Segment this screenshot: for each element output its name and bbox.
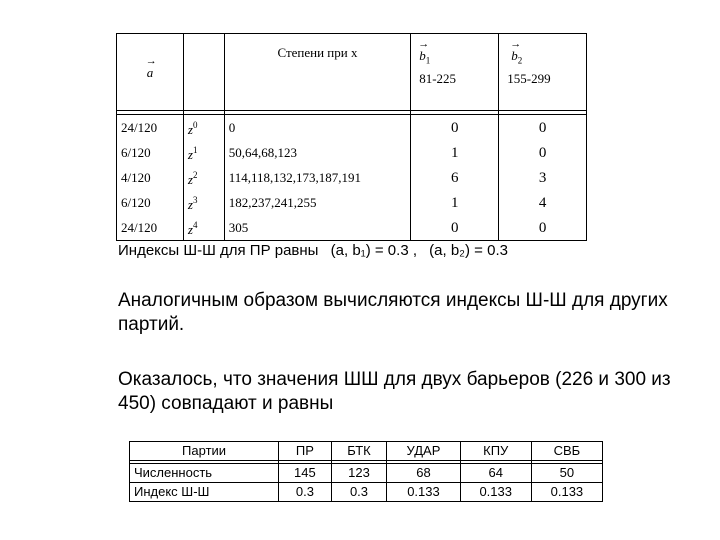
table-row: 6/120 $z^1$ 50,64,68,123 1 0	[117, 140, 587, 165]
table-row: 4/120 $z^2$ 114,118,132,173,187,191 6 3	[117, 165, 587, 190]
header-b2: → $b_2$ 155-299	[499, 34, 587, 111]
b1-range: 81-225	[419, 70, 457, 86]
header-degrees: Степени при x	[224, 34, 410, 111]
index-label: Индексы Ш-Ш для ПР равны	[118, 242, 319, 259]
degrees-table	[116, 33, 587, 241]
vector-a: → a	[147, 64, 154, 81]
table-header-row: Партии ПР БТК УДАР КПУ СВБ	[130, 442, 603, 461]
table-row: Численность 145 123 68 64 50	[130, 464, 603, 483]
index-line	[118, 242, 508, 259]
table-row: 24/120 $z^4$ 305 0 0	[117, 215, 587, 241]
header-b1: → $b_1$ 81-225	[411, 34, 499, 111]
table-row: 24/120 $z^0$ 0 0 0	[117, 115, 587, 141]
parties-table	[129, 441, 603, 502]
b2-range: 155-299	[507, 70, 551, 86]
table-row: 6/120 $z^3$ 182,237,241,255 1 4	[117, 190, 587, 215]
formula-b2: (a, b₂) = 0.3	[429, 242, 508, 259]
header-a	[117, 34, 184, 111]
paragraph-analog: Аналогичным образом вычисляются индексы Ш-Ш для других партий.	[118, 290, 668, 335]
paragraph-result: Оказалось, что значения ШШ для двух барьеров (226 и 300 из 450) совпадают и равны	[118, 369, 671, 414]
formula-b1: (a, b₁) = 0.3 ,	[330, 242, 417, 259]
table-row: Индекс Ш-Ш 0.3 0.3 0.133 0.133 0.133	[130, 483, 603, 502]
header-z	[183, 34, 224, 111]
